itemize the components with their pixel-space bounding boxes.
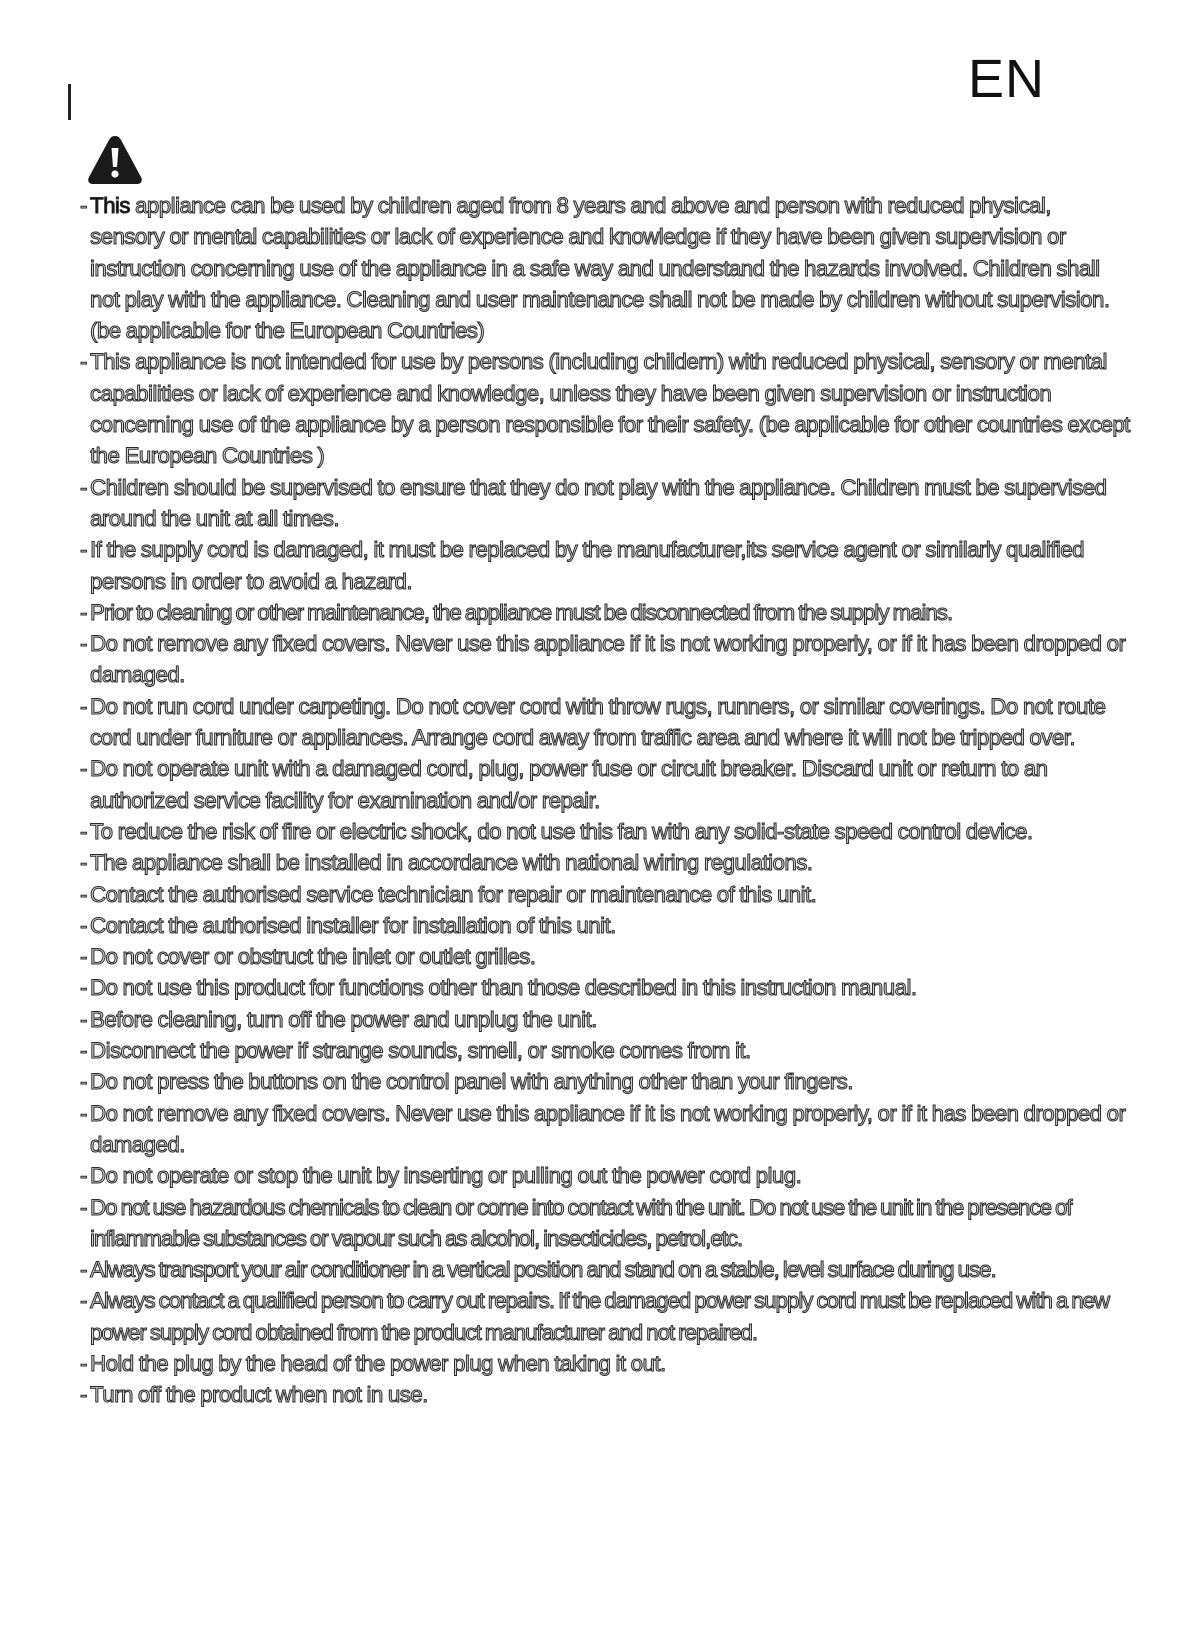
warning-item: - Do not run cord under carpeting. Do not cover cord with throw rugs, runners, or similar coverings. Do not route cord under furniture or appliances. Arrange cord away from traffic area and where it will not be tripped over. — [80, 691, 1130, 754]
warning-item: - Contact the authorised service technician for repair or maintenance of this unit. — [80, 879, 1130, 910]
warning-item: - Hold the plug by the head of the power plug when taking it out. — [80, 1348, 1130, 1379]
warning-item: - Do not press the buttons on the control panel with anything other than your fingers. — [80, 1066, 1130, 1097]
warning-item: - Always contact a qualified person to carry out repairs. If the damaged power supply cord must be replaced with a new power supply cord obtained from the product manufacturer and not repaired. — [80, 1285, 1130, 1348]
warning-item: - Children should be supervised to ensure that they do not play with the appliance. Children must be supervised around the unit at all times. — [80, 472, 1130, 535]
warning-item: - Do not use hazardous chemicals to clean or come into contact with the unit. Do not use the unit in the presence of inflammable substances or vapour such as alcohol, insecticides, petrol,etc. — [80, 1192, 1130, 1255]
warning-text: appliance can be used by children aged from 8 years and above and person with reduced physical, sensory or mental capabilities or lack of experience and knowledge if they have been given supervision or instruction concerning use of the appliance in a safe way and understand the hazards involved. Children shall not play with the appliance. Cleaning and user maintenance shall not be made by children without supervision. (be applicable for the European Countries) — [90, 193, 1110, 344]
warning-item: - This appliance is not intended for use by persons (including childern) with reduced physical, sensory or mental capabilities or lack of experience and knowledge, unless they have been given supervision or instruction concerning use of the appliance by a person responsible for their safety. (be applicable for other countries except the European Countries ) — [80, 346, 1130, 471]
warning-item: - Disconnect the power if strange sounds, smell, or smoke comes from it. — [80, 1035, 1130, 1066]
warning-item: - Do not operate unit with a damaged cord, plug, power fuse or circuit breaker. Discard unit or return to an authorized service facility for examination and/or repair. — [80, 753, 1130, 816]
warning-item: - Contact the authorised installer for installation of this unit. — [80, 910, 1130, 941]
warning-item: - Do not cover or obstruct the inlet or outlet grilles. — [80, 941, 1130, 972]
warning-item: - Do not remove any fixed covers. Never use this appliance if it is not working properly, or if it has been dropped or damaged. — [80, 628, 1130, 691]
warning-item: - Before cleaning, turn off the power and unplug the unit. — [80, 1004, 1130, 1035]
warning-item: - Do not remove any fixed covers. Never use this appliance if it is not working properly, or if it has been dropped or damaged. — [80, 1098, 1130, 1161]
warning-item: - Prior to cleaning or other maintenance, the appliance must be disconnected from the supply mains. — [80, 597, 1130, 628]
warning-item: - If the supply cord is damaged, it must be replaced by the manufacturer,its service agent or similarly qualified persons in order to avoid a hazard. — [80, 534, 1130, 597]
language-code: EN — [968, 49, 1046, 109]
warning-item: - The appliance shall be installed in accordance with national wiring regulations. — [80, 847, 1130, 878]
margin-bar — [68, 84, 71, 120]
warning-triangle-icon — [86, 134, 144, 186]
warning-item: - To reduce the risk of fire or electric shock, do not use this fan with any solid-state speed control device. — [80, 816, 1130, 847]
warning-item: - Turn off the product when not in use. — [80, 1379, 1130, 1410]
warning-lead-word: This — [90, 193, 130, 218]
warning-item — [80, 190, 1130, 346]
warning-item: - Always transport your air conditioner in a vertical position and stand on a stable, level surface during use. — [80, 1254, 1130, 1285]
warning-item: - Do not use this product for functions other than those described in this instruction manual. — [80, 972, 1130, 1003]
safety-warning-list — [80, 190, 1130, 1411]
warning-item: - Do not operate or stop the unit by inserting or pulling out the power cord plug. — [80, 1160, 1130, 1191]
